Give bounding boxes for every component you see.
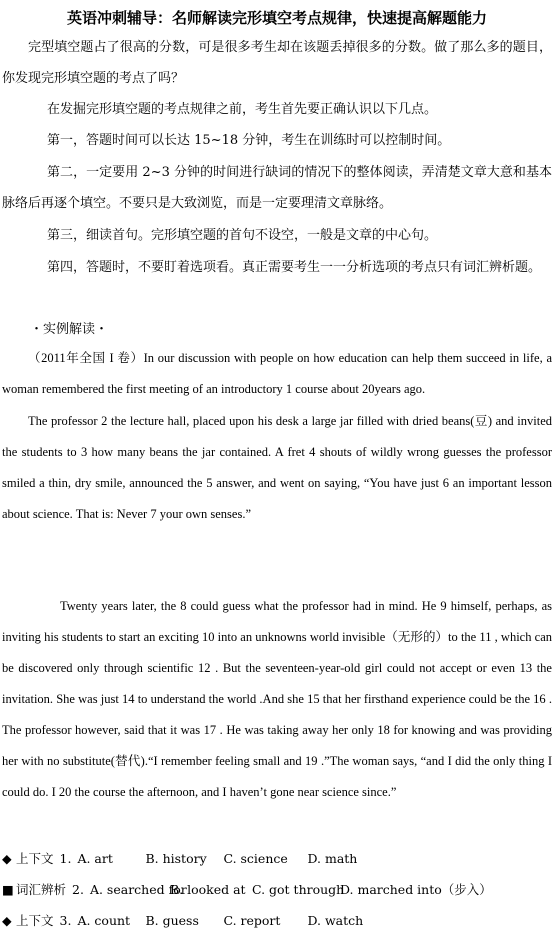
question-3 <box>2 905 552 936</box>
intro-paragraph-4: 第二，一定要用 2~3 分钟的时间进行缺词的情况下的整体阅读，弄清楚文章大意和基本脉络后再逐个填空。不要只是大致浏览，而是一定要理清文章脉络。 <box>2 165 552 211</box>
intro-paragraph-2: 在发掘完形填空题的考点规律之前，考生首先要正确认识以下几点。 <box>47 102 438 117</box>
option-d: D. watch <box>307 913 364 928</box>
intro-paragraph-6: 第四，答题时，不要盯着选项看。真正需要考生一一分析选项的考点只有词汇辨析题。 <box>47 260 542 275</box>
option-d: D. marched into（步入） <box>339 882 492 897</box>
question-number: 3. <box>59 913 72 928</box>
question-tag: 上下文 <box>16 913 54 928</box>
intro-paragraph-5: 第三，细读首句。完形填空题的首句不设空，一般是文章的中心句。 <box>47 228 438 243</box>
section-heading: ・实例解读・ <box>30 322 109 337</box>
diamond-icon: ◆ <box>2 913 12 928</box>
question-1 <box>2 843 552 874</box>
option-b: B. history <box>145 851 207 866</box>
option-c: C. got through <box>251 882 345 897</box>
question-number: 1. <box>59 851 72 866</box>
intro-paragraph-1: 完型填空题占了很高的分数，可是很多考生却在该题丢掉很多的分数。做了那么多的题目，你发现完形填空题的考点了吗？ <box>2 40 552 86</box>
document-title: 英语冲刺辅导：名师解读完形填空考点规律，快速提高解题能力 <box>66 9 487 27</box>
passage-paragraph-2: The professor 2 the lecture hall, placed upon his desk a large jar filled with dried beans(豆) and invited the students to 3 how many beans the jar contained. A fret 4 shouts of wildly wrong guesses the professor smiled a thin, dry smile, announced the 5 answer, and went on saying, “You have just 6 an important lesson about science. That is: Never 7 your own senses.” <box>2 414 552 521</box>
option-a: A. searched for <box>89 882 187 897</box>
question-2 <box>2 874 552 905</box>
square-icon: ■ <box>2 882 14 897</box>
passage-paragraph-3: Twenty years later, the 8 could guess what the professor had in mind. He 9 himself, perhaps, as inviting his students to start an exciting 10 into an unknowns world invisible（无形的）to the 11 , which can be discovered only through scientific 12 . But the seventeen-year-old girl could not accept or even 13 the invitation. She was just 14 to understand the world .And she 15 that her firsthand experience could be the 16 . The professor however, said that it was 17 . He was taking away her only 18 for knowing and was providing her with no substitute(替代).“I remember feeling small and 19 .”The woman says, “and I did the only thing I could do. I 20 the course the afternoon, and I haven’t gone near science since.” <box>2 599 552 799</box>
option-b: B. guess <box>145 913 199 928</box>
option-b: B. looked at <box>169 882 246 897</box>
question-number: 2. <box>72 882 84 897</box>
option-c: C. science <box>223 851 288 866</box>
passage-paragraph-1: （2011年全国 I 卷）In our discussion with people on how education can help them succeed in life, a woman remembered the first meeting of an introductory 1 course about 20years ago. <box>2 351 552 396</box>
option-a: A. count <box>77 913 131 928</box>
option-c: C. report <box>223 913 281 928</box>
question-tag: 上下文 <box>16 851 54 866</box>
intro-paragraph-3: 第一，答题时间可以长达 15~18 分钟，考生在训练时可以控制时间。 <box>47 133 451 148</box>
question-tag: 词汇辨析 <box>16 882 67 897</box>
option-d: D. math <box>307 851 358 866</box>
diamond-icon: ◆ <box>2 851 12 866</box>
option-a: A. art <box>77 851 113 866</box>
